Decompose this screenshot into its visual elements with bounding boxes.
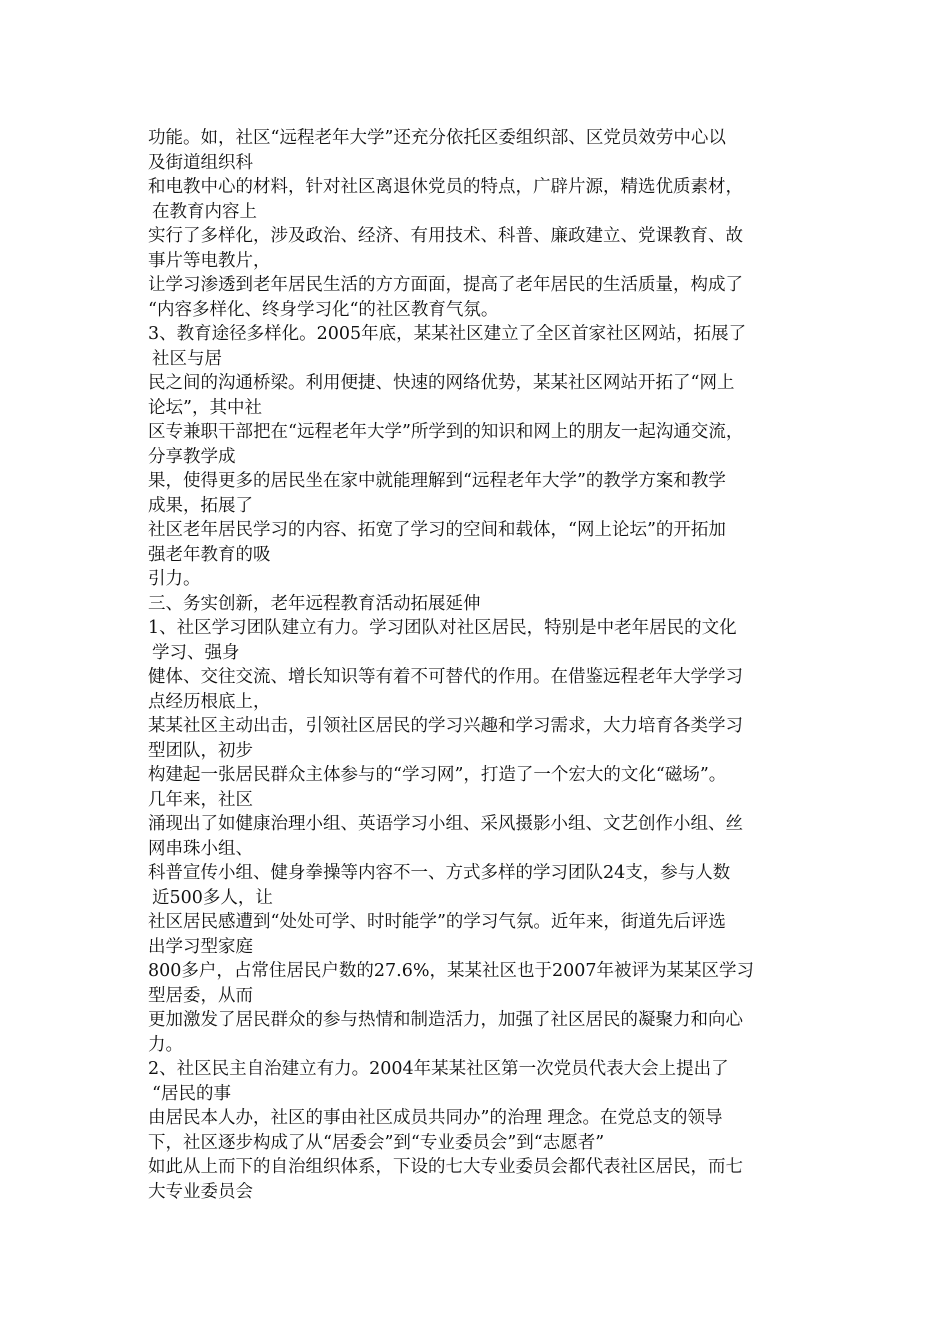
text-line: 近500多人，让 [152,887,273,908]
text-line: 型居委，从而 [148,985,253,1006]
text-line: 如此从上而下的自治组织体系，下设的七大专业委员会都代表社区居民，而七 [148,1157,743,1177]
document-body [148,126,820,1204]
text-line: 区专兼职干部把在“远程老年大学”所学到的知识和网上的朋友一起沟通交流， [148,422,744,442]
text-line: “内容多样化、终身学习化“的社区教育气氛。 [148,299,499,320]
text-line: 型团队，初步 [148,740,253,761]
text-line: 实行了多样化，涉及政治、经济、有用技术、科普、廉政建立、党课教育、故 [148,226,743,246]
text-line: 点经历根底上， [148,691,271,712]
text-line: 引力。 [148,569,201,589]
text-line: 在教育内容上 [152,201,257,222]
text-line: 社区老年居民学习的内容、拓宽了学习的空间和载体，“网上论坛”的开拓加 [148,520,726,540]
text-line: 3、教育途径多样化。2005年底，某某社区建立了全区首家社区网站，拓展了 [148,324,747,344]
text-line: 构建起一张居民群众主体参与的“学习网”，打造了一个宏大的文化“磁场”。 [148,765,727,785]
text-line: 力。 [148,1034,183,1055]
text-line: 分享教学成 [148,446,236,467]
text-line: 果，使得更多的居民坐在家中就能理解到“远程老年大学”的教学方案和教学 [148,471,726,491]
text-line: 某某社区主动出击，引领社区居民的学习兴趣和学习需求，大力培育各类学习 [148,716,743,736]
text-line: 学习、强身 [152,642,240,663]
text-line: 社区与居 [152,348,222,369]
text-line: 1、社区学习团队建立有力。学习团队对社区居民，特别是中老年居民的文化 [148,618,737,638]
text-line: 800多户，占常住居民户数的27.6%，某某社区也于2007年被评为某某区学习 [148,961,755,981]
text-line: 事片等电教片， [148,250,271,271]
text-line: 让学习渗透到老年居民生活的方方面面，提高了老年居民的生活质量，构成了 [148,275,743,295]
text-line: 由居民本人办，社区的事由社区成员共同办”的治理 理念。在党总支的领导 [148,1108,723,1128]
text-line: 民之间的沟通桥梁。利用便捷、快速的网络优势，某某社区网站开拓了“网上 [148,373,735,393]
text-line: 更加激发了居民群众的参与热情和制造活力，加强了社区居民的凝聚力和向心 [148,1010,743,1030]
text-line: 论坛”，其中社 [148,397,262,418]
text-line: 几年来，社区 [148,789,253,810]
text-line: 大专业委员会 [148,1181,253,1202]
text-line: 强老年教育的吸 [148,544,271,565]
text-line: 网串珠小组、 [148,838,253,859]
text-line: 健体、交往交流、增长知识等有着不可替代的作用。在借鉴远程老年大学学习 [148,667,743,687]
text-line: 成果，拓展了 [148,495,253,516]
text-line: 三、务实创新，老年远程教育活动拓展延伸 [148,593,481,614]
text-line: 功能。如，社区“远程老年大学”还充分依托区委组织部、区党员效劳中心以 [148,128,726,148]
text-line: 及街道组织科 [148,152,253,173]
text-line: 社区居民感遭到“处处可学、时时能学”的学习气氛。近年来，街道先后评选 [148,912,726,932]
text-line: “居民的事 [152,1083,231,1104]
text-line: 出学习型家庭 [148,936,253,957]
text-line: 和电教中心的材料，针对社区离退休党员的特点，广辟片源，精选优质素材， [148,177,743,197]
text-line: 2、社区民主自治建立有力。2004年某某社区第一次党员代表大会上提出了 [148,1059,729,1079]
text-line: 下，社区逐步构成了从“居委会”到“专业委员会”到“志愿者” [148,1132,605,1153]
text-line: 涌现出了如健康治理小组、英语学习小组、采风摄影小组、文艺创作小组、丝 [148,814,743,834]
text-line: 科普宣传小组、健身拳操等内容不一、方式多样的学习团队24支，参与人数 [148,863,731,883]
